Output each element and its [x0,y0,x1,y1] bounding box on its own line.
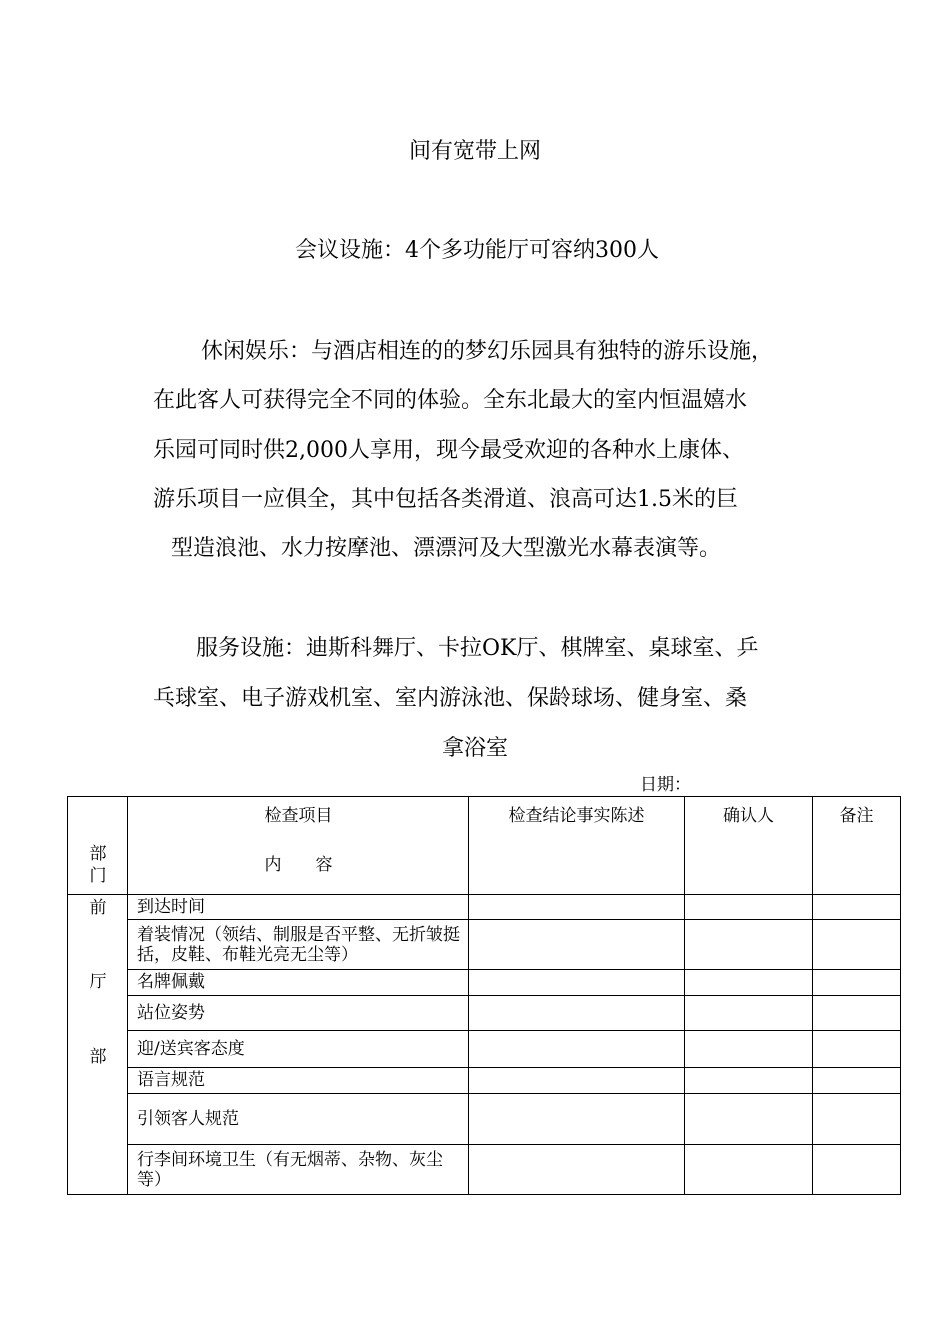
table-row [68,1068,901,1094]
header-item-cell [128,797,469,895]
header-content: 内 容 [264,855,333,875]
header-dept-char-1: 部 [89,844,107,864]
date-label: 日期： [640,775,691,795]
paragraph-service-line-1: 服务设施：迪斯科舞厅、卡拉OK厅、棋牌室、桌球室、乒 [196,636,759,661]
item-arrival-time: 到达时间 [128,895,469,920]
table-row [68,1094,901,1145]
paragraph-leisure-line-3: 乐园可同时供2,000人享用，现今最受欢迎的各种水上康体、 [153,438,744,463]
header-dept-cell [68,797,128,895]
paragraph-service-line-3: 拿浴室 [441,736,508,761]
paragraph-service-line-2: 乓球室、电子游戏机室、室内游泳池、保龄球场、健身室、桑 [153,686,748,711]
paragraph-leisure-line-1: 休闲娱乐：与酒店相连的的梦幻乐园具有独特的游乐设施， [201,339,774,364]
item-name-tag: 名牌佩戴 [128,970,469,996]
table-row [68,970,901,996]
header-confirmer: 确认人 [685,797,813,895]
table-row [68,895,901,920]
header-dept-char-2: 门 [89,866,107,886]
item-dress: 着装情况（领结、制服是否平整、无折皱挺括，皮鞋、布鞋光亮无尘等） [128,920,469,970]
dept-front-office-cell [68,895,128,1195]
item-standing-posture: 站位姿势 [128,996,469,1031]
item-language: 语言规范 [128,1068,469,1094]
dept-char-1: 前 [89,898,107,918]
header-conclusion: 检查结论事实陈述 [469,797,685,895]
table-row [68,1031,901,1068]
dept-char-2: 厅 [89,972,107,992]
item-guiding-guests: 引领客人规范 [128,1094,469,1145]
paragraph-leisure-line-2: 在此客人可获得完全不同的体验。全东北最大的室内恒温嬉水 [153,388,748,413]
paragraph-broadband: 间有宽带上网 [408,139,541,164]
dept-char-3: 部 [89,1047,107,1067]
header-remarks: 备注 [813,797,901,895]
paragraph-leisure-line-5: 型造浪池、水力按摩池、漂漂河及大型激光水幕表演等。 [171,536,722,561]
table-row [68,920,901,970]
paragraph-meeting: 会议设施：4个多功能厅可容纳300人 [295,238,659,263]
paragraph-leisure-line-4: 游乐项目一应俱全，其中包括各类滑道、浪高可达1.5米的巨 [153,487,738,512]
table-row [68,996,901,1031]
table-header-row [68,797,901,895]
inspection-table [67,796,901,1195]
header-check-item: 检查项目 [264,806,333,826]
item-greeting-attitude: 迎/送宾客态度 [128,1031,469,1068]
item-luggage-room: 行李间环境卫生（有无烟蒂、杂物、灰尘等） [128,1145,469,1195]
table-row [68,1145,901,1195]
